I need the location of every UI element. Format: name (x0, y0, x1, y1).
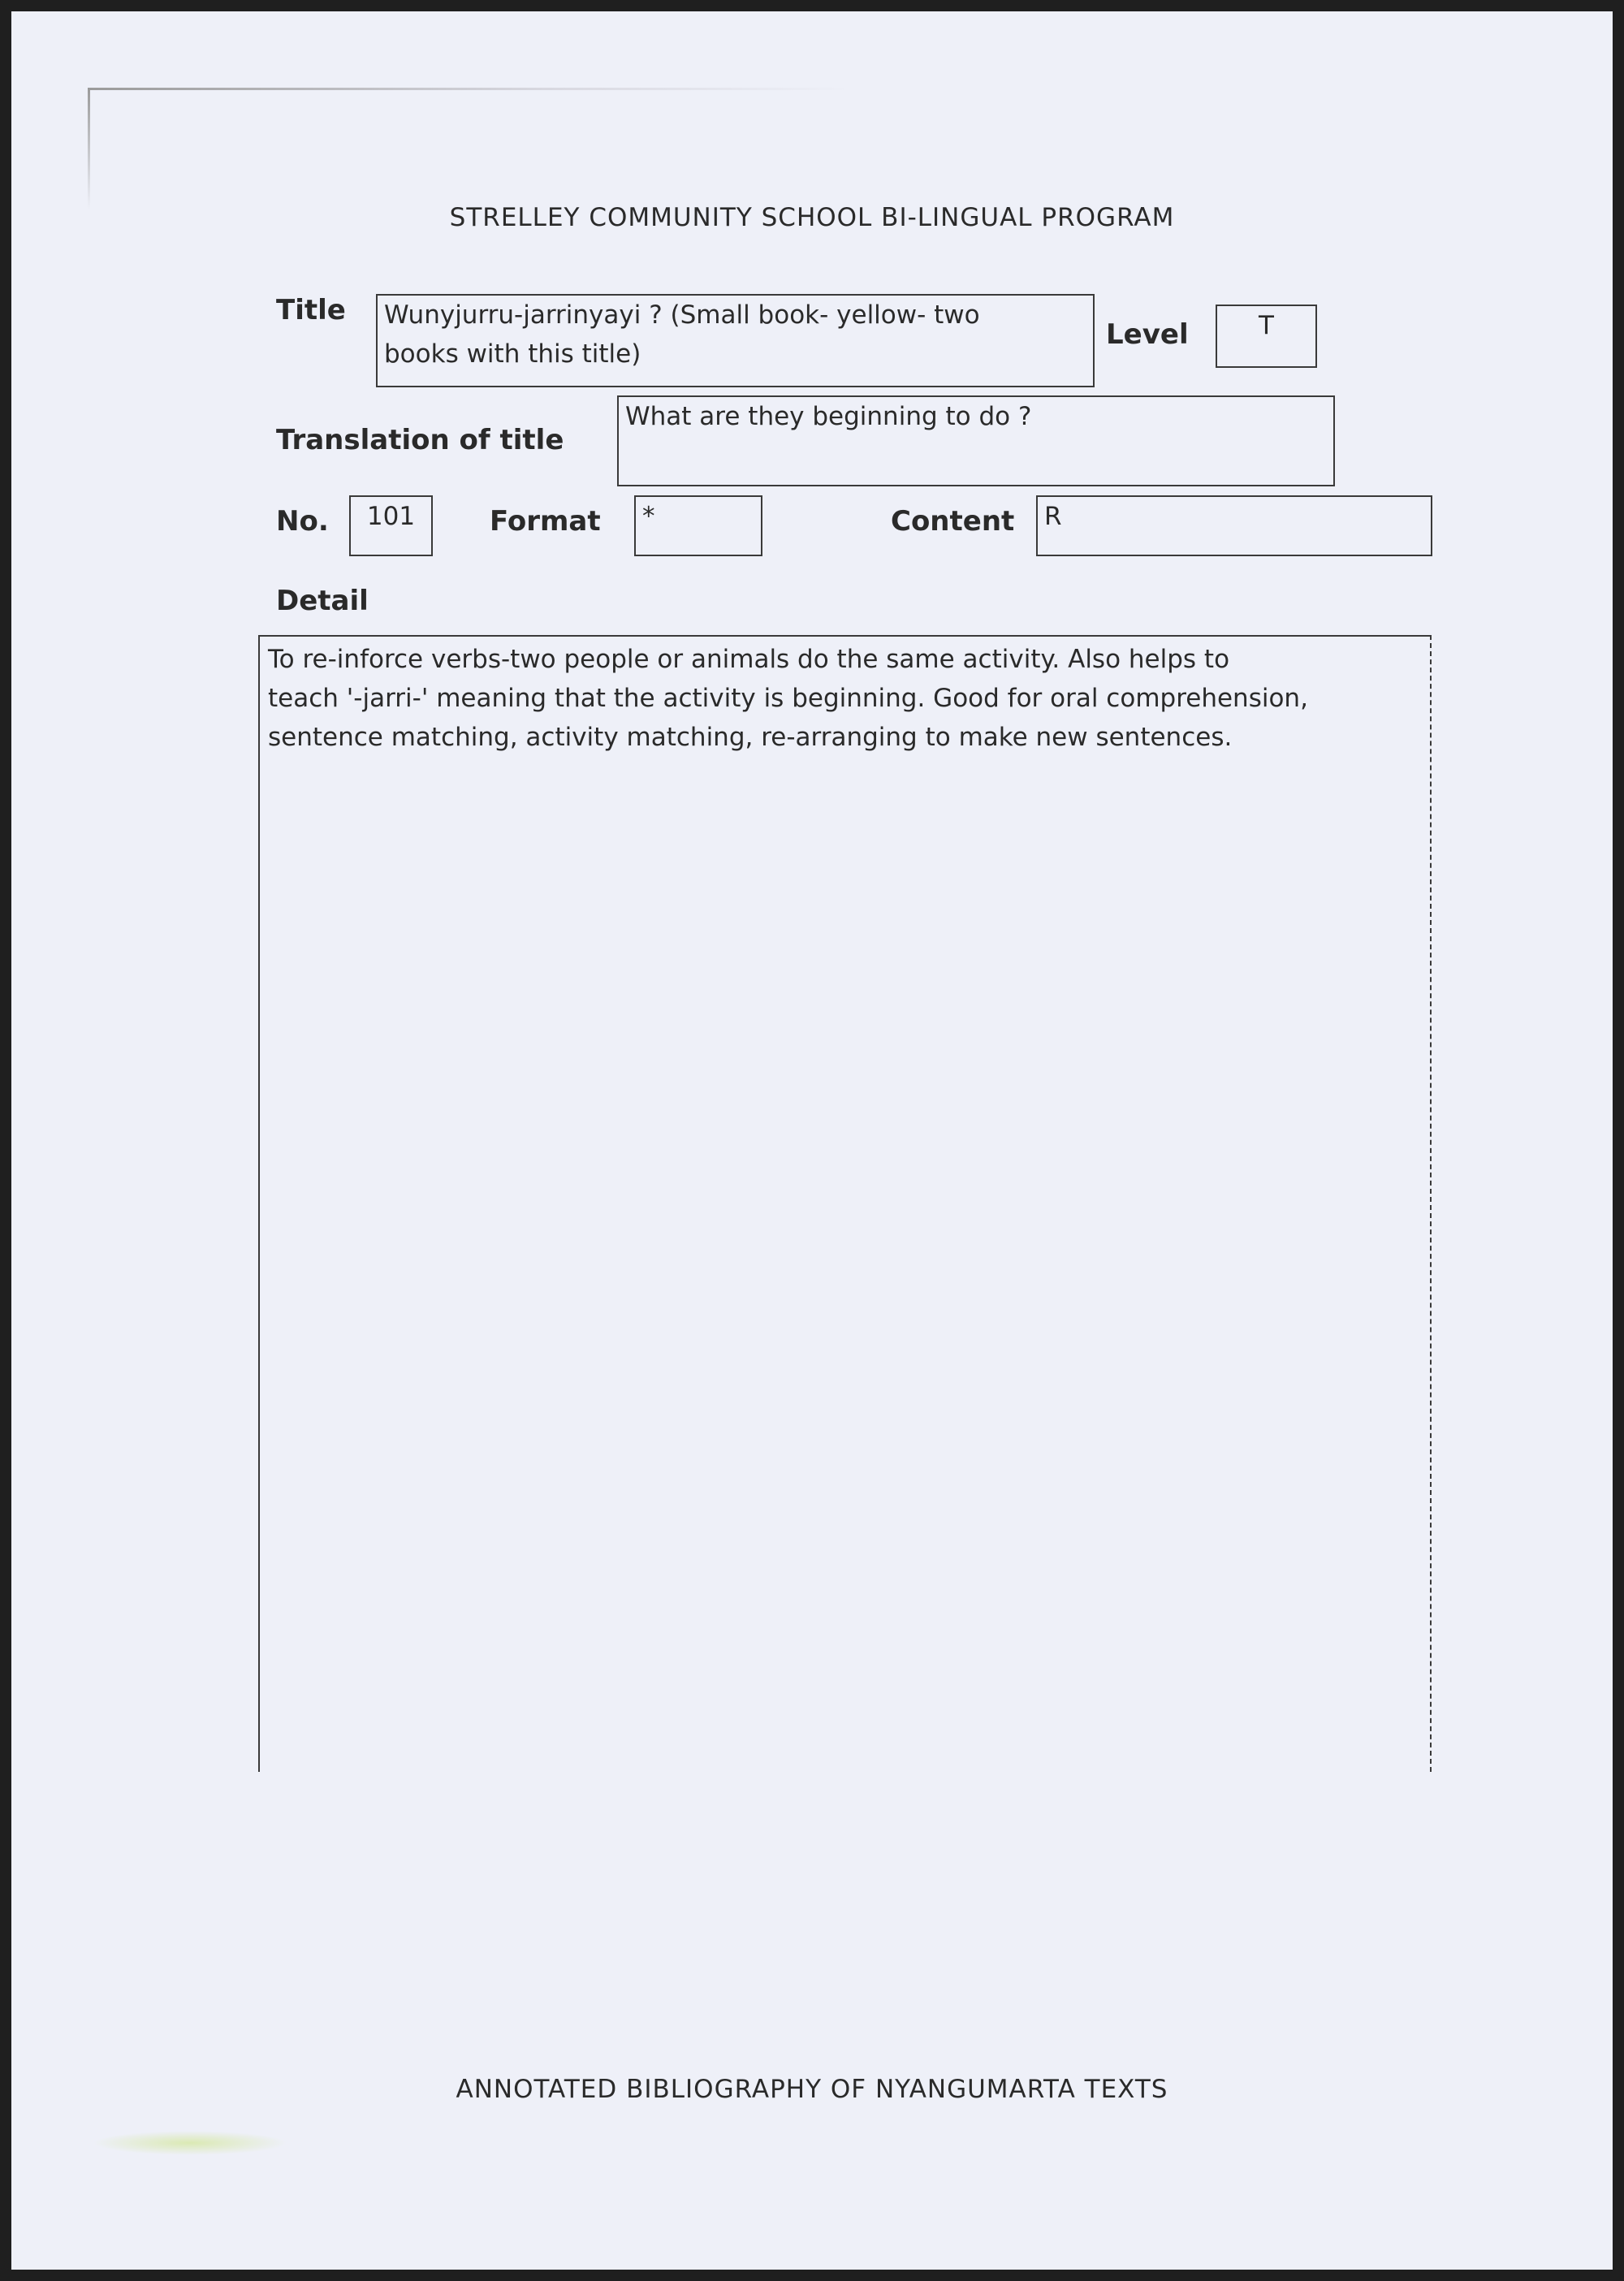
crop-mark-vertical (88, 88, 90, 210)
title-label: Title (276, 294, 346, 326)
number-field[interactable]: 101 (349, 495, 433, 556)
detail-field[interactable] (258, 635, 1432, 1772)
detail-line-2: teach '-jarri-' meaning that the activity is beginning. Good for oral comprehension, (268, 684, 1308, 713)
title-field[interactable] (376, 294, 1095, 387)
content-field[interactable]: R (1036, 495, 1432, 556)
number-label: No. (276, 505, 329, 538)
detail-line-1: To re-inforce verbs-two people or animals do the same activity. Also helps to (268, 645, 1230, 674)
format-label: Format (490, 505, 601, 538)
translation-field[interactable]: What are they beginning to do ? (617, 395, 1335, 486)
title-line-2: books with this title) (384, 339, 641, 369)
page-smudge (93, 2131, 287, 2155)
level-field[interactable]: T (1216, 305, 1317, 368)
program-header: STRELLEY COMMUNITY SCHOOL BI-LINGUAL PROGRAM (449, 203, 1175, 232)
title-line-1: Wunyjurru-jarrinyayi ? (Small book- yellow- two (384, 300, 980, 330)
bibliography-footer: ANNOTATED BIBLIOGRAPHY OF NYANGUMARTA TEXTS (456, 2075, 1168, 2104)
detail-line-3: sentence matching, activity matching, re-arranging to make new sentences. (268, 723, 1233, 752)
detail-label: Detail (276, 585, 369, 617)
content-label: Content (891, 505, 1015, 538)
format-field[interactable]: * (634, 495, 762, 556)
translation-label: Translation of title (276, 424, 564, 456)
level-label: Level (1106, 318, 1189, 351)
crop-mark-horizontal (88, 88, 851, 90)
